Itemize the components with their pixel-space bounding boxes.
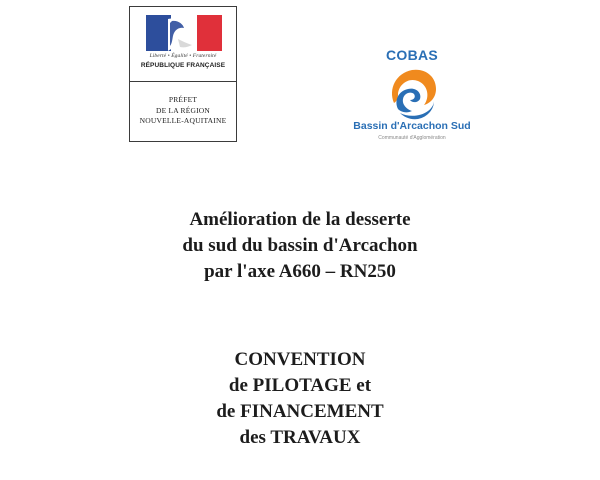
cobas-logo-name: COBAS	[385, 47, 439, 63]
convention-line-1: CONVENTION	[234, 349, 366, 370]
prefet-label	[130, 95, 236, 127]
cobas-logo-subtitle: Bassin d'Arcachon Sud	[353, 120, 471, 132]
title-line-3: par l'axe A660 – RN250	[204, 261, 396, 282]
cobas-logo	[352, 47, 472, 151]
cobas-swirl-icon	[384, 63, 442, 121]
prefet-line-2: DE LA RÉGION	[155, 105, 211, 115]
title-line-1: Amélioration de la desserte	[189, 209, 411, 230]
document-title	[0, 207, 600, 285]
marianne-flag-icon	[146, 15, 222, 51]
convention-line-2: de PILOTAGE et	[228, 375, 372, 396]
marianne-logo	[130, 7, 236, 82]
convention-subtitle	[0, 347, 600, 451]
cobas-logo-tagline: Communauté d'Agglomération	[378, 135, 446, 141]
republic-motto: Liberté • Égalité • Fraternité	[149, 53, 217, 59]
prefet-line-1: PRÉFET	[168, 95, 198, 104]
prefet-line-3: NOUVELLE-AQUITAINE	[139, 116, 227, 125]
convention-line-3: de FINANCEMENT	[216, 401, 384, 422]
republic-name: RÉPUBLIQUE FRANÇAISE	[140, 62, 226, 69]
republique-francaise-logo-block	[129, 6, 237, 142]
title-line-2: du sud du bassin d'Arcachon	[182, 235, 418, 256]
convention-line-4: des TRAVAUX	[239, 427, 361, 448]
